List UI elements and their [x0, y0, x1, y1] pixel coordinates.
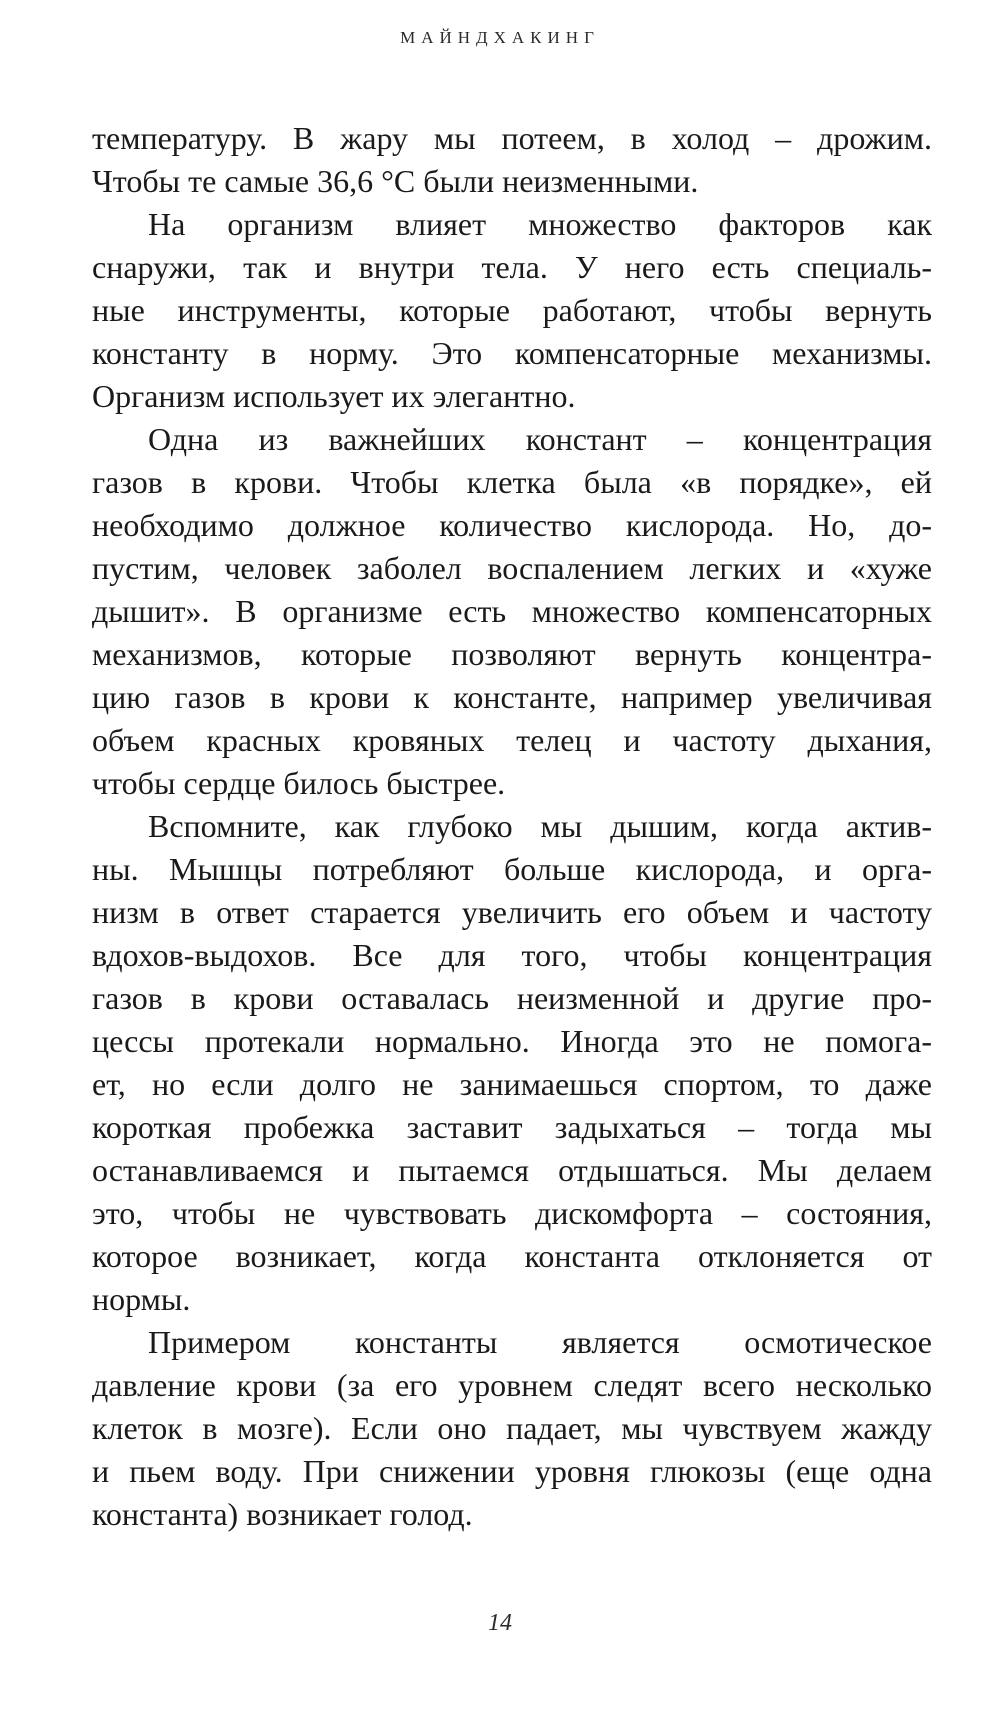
text-line: дышит». В организме есть множество компенсаторных	[92, 593, 932, 629]
text-line: это, чтобы не чувствовать дискомфорта – состояния,	[92, 1195, 932, 1231]
text-line: снаружи, так и внутри тела. У него есть специаль-	[92, 249, 932, 285]
text-line: Одна из важнейших констант – концентрация	[148, 421, 932, 457]
paragraph	[92, 203, 932, 418]
running-head: МАЙНДХАКИНГ	[400, 28, 600, 47]
text-line: температуру. В жару мы потеем, в холод – дрожим.	[92, 120, 932, 156]
text-line: Примером константы является осмотическое	[148, 1324, 932, 1360]
paragraph	[92, 418, 932, 805]
text-line: нормы.	[92, 1281, 191, 1317]
text-line: клеток в мозге). Если оно падает, мы чувствуем жажду	[92, 1410, 932, 1446]
text-line: газов в крови. Чтобы клетка была «в порядке», ей	[92, 464, 932, 500]
text-line: цессы протекали нормально. Иногда это не помога-	[92, 1023, 932, 1059]
text-line: Вспомните, как глубоко мы дышим, когда актив-	[148, 808, 932, 844]
paragraph	[92, 1321, 932, 1536]
text-line: короткая пробежка заставит задыхаться – тогда мы	[92, 1109, 932, 1145]
text-line: низм в ответ старается увеличить его объем и частоту	[92, 894, 932, 930]
paragraph	[92, 117, 932, 203]
text-line: газов в крови оставалась неизменной и другие про-	[92, 980, 932, 1016]
text-line: останавливаемся и пытаемся отдышаться. Мы делаем	[92, 1152, 932, 1188]
text-line: ны. Мышцы потребляют больше кислорода, и орга-	[92, 851, 932, 887]
text-line: ет, но если долго не занимаешься спортом, то даже	[92, 1066, 932, 1102]
text-line: которое возникает, когда константа отклоняется от	[92, 1238, 932, 1274]
text-line: чтобы сердце билось быстрее.	[92, 765, 506, 801]
text-line: необходимо должное количество кислорода. Но, до-	[92, 507, 932, 543]
text-line: На организм влияет множество факторов как	[148, 206, 932, 242]
text-line: и пьем воду. При снижении уровня глюкозы (еще одна	[92, 1453, 932, 1489]
text-line: пустим, человек заболел воспалением легких и «хуже	[92, 550, 932, 586]
page-number: 14	[488, 1610, 512, 1636]
paragraph	[92, 805, 932, 1321]
text-line: константа) возникает голод.	[92, 1496, 473, 1532]
text-line: механизмов, которые позволяют вернуть концентра-	[92, 636, 932, 672]
text-line: объем красных кровяных телец и частоту дыхания,	[92, 722, 932, 758]
text-line: Организм использует их элегантно.	[92, 378, 576, 414]
text-line: Чтобы те самые 36,6 °С были неизменными.	[92, 163, 699, 199]
text-line: вдохов-выдохов. Все для того, чтобы концентрация	[92, 937, 932, 973]
text-line: цию газов в крови к константе, например увеличивая	[92, 679, 932, 715]
text-line: давление крови (за его уровнем следят всего несколько	[92, 1367, 932, 1403]
text-line: константу в норму. Это компенсаторные механизмы.	[92, 335, 932, 371]
text-line: ные инструменты, которые работают, чтобы вернуть	[92, 292, 932, 328]
body-text	[92, 117, 932, 1536]
